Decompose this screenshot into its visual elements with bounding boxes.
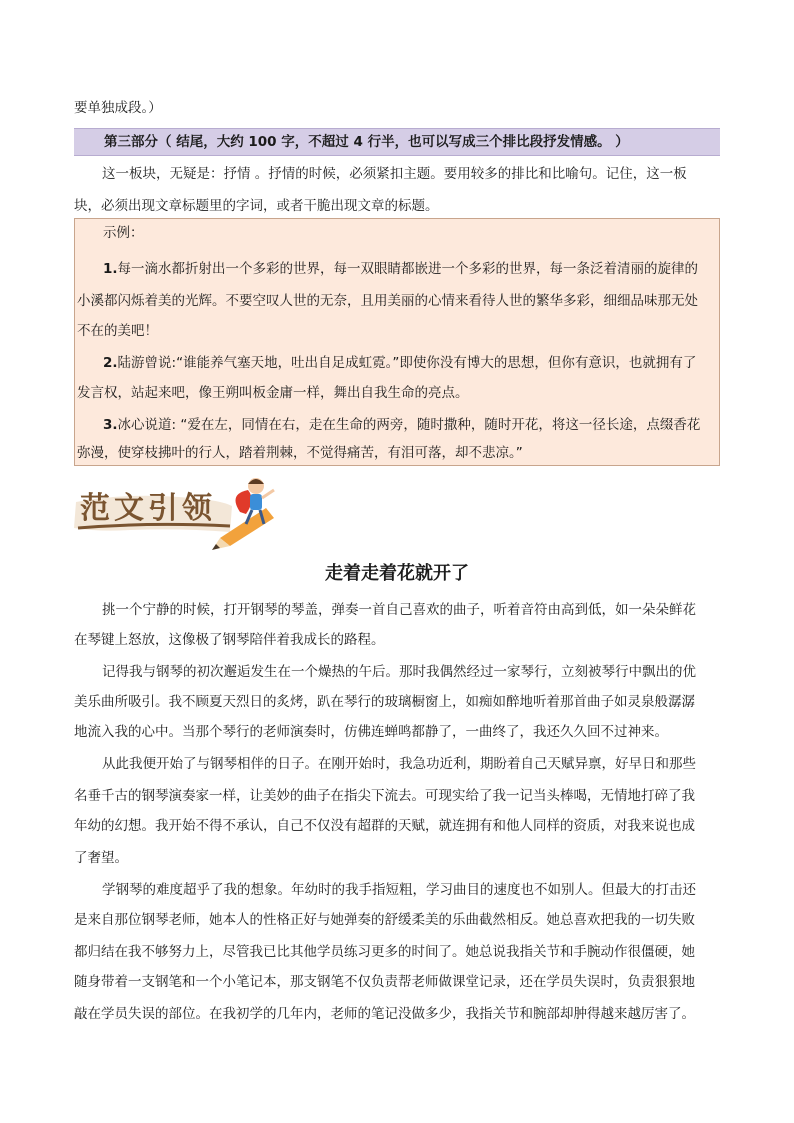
example-item-1-line: 小溪都闪烁着美的光辉。不要空叹人世的无奈，且用美丽的心情来看待人世的繁华多彩，细细品味那无处 [77, 293, 698, 309]
example-item-3-line [103, 415, 700, 435]
essay-line: 学钢琴的难度超乎了我的想象。年幼时的我手指短粗，学习曲目的速度也不如别人。但最大的打击还 [102, 882, 696, 898]
example-heading: 示例： [103, 225, 144, 241]
section-header-band [74, 128, 720, 156]
example-item-number: 3. [103, 417, 118, 433]
essay-line: 是来自那位钢琴老师，她本人的性格正好与她弹奏的舒缓柔美的乐曲截然相反。她总喜欢把我的一切失败 [74, 912, 695, 928]
essay-line: 从此我便开始了与钢琴相伴的日子。在刚开始时，我急功近利，期盼着自己天赋异禀，好早日和那些 [102, 756, 696, 772]
section-paragraph-line: 块，必须出现文章标题里的字词，或者干脆出现文章的标题。 [74, 198, 439, 214]
essay-line: 地流入我的心中。当那个琴行的老师演奏时，仿佛连蝉鸣都静了，一曲终了，我还久久回不过神来。 [74, 724, 668, 740]
essay-title: 走着走着花就开了 [325, 563, 469, 584]
essay-line: 敲在学员失误的部位。在我初学的几年内，老师的笔记没做多少，我指关节和腕部却肿得越来越厉害了。 [74, 1006, 695, 1022]
example-item-3-line: 弥漫，使穿枝拂叶的行人，踏着荆棘，不觉得痛苦，有泪可落，却不悲凉。” [77, 445, 523, 461]
essay-line: 挑一个宁静的时候，打开钢琴的琴盖，弹奏一首自己喜欢的曲子，听着音符由高到低，如一朵朵鲜花 [102, 602, 696, 618]
example-item-text: 每一滴水都折射出一个多彩的世界，每一双眼睛都嵌进一个多彩的世界，每一条泛着清丽的旋律的 [117, 261, 699, 277]
example-item-number: 2. [103, 355, 118, 371]
example-item-text: 陆游曾说:“谁能养气塞天地，吐出自足成虹霓。”即使你没有博大的思想，但你有意识，也就拥有了 [117, 355, 697, 371]
essay-line: 都归结在我不够努力上，尽管我已比其他学员练习更多的时间了。她总说我指关节和手腕动作很僵硬，她 [74, 944, 695, 960]
section-banner [70, 472, 290, 552]
section-header-label: 第三部分（ 结尾，大约 100 字，不超过 4 行半，也可以写成三个排比段抒发情感。 ） [104, 134, 629, 150]
example-item-2-line: 发言权，站起来吧，像王朔叫板金庸一样，舞出自我生命的亮点。 [77, 385, 469, 401]
essay-line: 在琴键上怒放，这像极了钢琴陪伴着我成长的路程。 [74, 632, 385, 648]
section-paragraph-line: 这一板块，无疑是：抒情 。抒情的时候，必须紧扣主题。要用较多的排比和比喻句。记住，这一板 [102, 166, 687, 182]
essay-line: 随身带着一支钢笔和一个小笔记本，那支钢笔不仅负责帮老师做课堂记录，还在学员失误时，负责狠狠地 [74, 974, 695, 990]
essay-line: 年幼的幻想。我开始不得不承认，自己不仅没有超群的天赋，就连拥有和他人同样的资质，对我来说也成 [74, 818, 695, 834]
intro-line: 要单独成段。） [74, 100, 162, 116]
example-item-1-line [103, 259, 698, 279]
example-box [74, 218, 720, 466]
essay-line: 了奢望。 [74, 850, 128, 866]
example-item-number: 1. [103, 261, 118, 277]
banner-label: 范文引领 [80, 491, 216, 526]
example-item-1-line: 不在的美吧！ [77, 323, 158, 339]
essay-line: 名垂千古的钢琴演奏家一样，让美妙的曲子在指尖下流去。可现实给了我一记当头棒喝，无情地打碎了我 [74, 788, 695, 804]
example-item-text: 冰心说道: “爱在左，同情在右，走在生命的两旁，随时撒种，随时开花，将这一径长途，点缀香花 [117, 417, 701, 433]
essay-line: 美乐曲所吸引。我不顾夏天烈日的炙烤，趴在琴行的玻璃橱窗上，如痴如醉地听着那首曲子如灵泉般潺潺 [74, 694, 695, 710]
example-item-2-line [103, 353, 696, 373]
banner-graphic [70, 472, 290, 552]
essay-line: 记得我与钢琴的初次邂逅发生在一个燥热的午后。那时我偶然经过一家琴行，立刻被琴行中飘出的优 [102, 664, 696, 680]
